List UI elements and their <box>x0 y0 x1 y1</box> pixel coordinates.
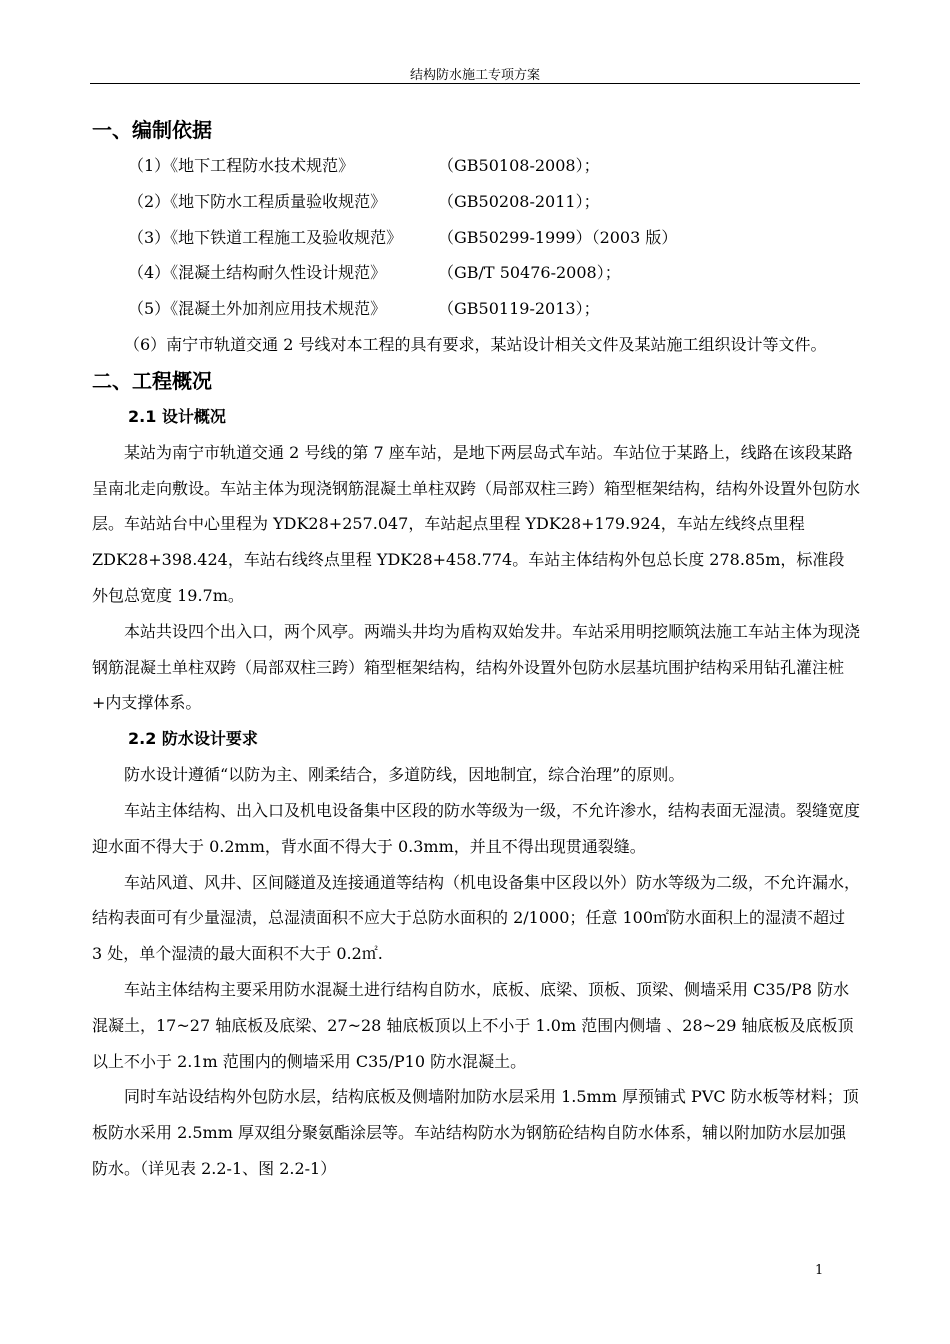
reference-item <box>92 255 860 291</box>
reference-code: （GB50108-2008）； <box>438 156 600 175</box>
paragraph: 车站风道、风井、区间隧道及连接通道等结构（机电设备集中区段以外）防水等级为二级，不允许漏水，结构表面可有少量湿渍，总湿渍面积不应大于总防水面积的 2/1000；任意 100㎡防水面积上的湿渍不超过 3 处，单个湿渍的最大面积不大于 0.2㎡. <box>92 872 861 964</box>
reference-item <box>92 220 860 256</box>
section-heading-overview: 二、工程概况 <box>92 368 212 393</box>
paragraph: 某站为南宁市轨道交通 2 号线的第 7 座车站，是地下两层岛式车站。车站位于某路上，线路在该段某路呈南北走向敷设。车站主体为现浇钢筋混凝土单柱双跨（局部双柱三跨）箱型框架结构，结构外设置外包防水层。车站站台中心里程为 YDK28+257.047，车站起点里程 YDK28+179.924，车站左线终点里程 ZDK28+398.424，车站右线终点里程 YDK28+458.774。车站主体结构外包总长度 278.85m，标准段外包总宽度 19.7m。 <box>92 442 861 605</box>
reference-code: （GB50299-1999）（2003 版） <box>438 227 678 247</box>
reference-title: （3）《地下铁道工程施工及验收规范》 <box>128 227 403 247</box>
reference-item <box>92 148 860 184</box>
reference-code: （GB/T 50476-2008）； <box>438 263 621 283</box>
reference-code: （GB50119-2013）； <box>438 299 600 319</box>
subsection-heading-design: 2.1 设计概况 <box>128 406 226 426</box>
paragraph: 车站主体结构、出入口及机电设备集中区段的防水等级为一级，不允许渗水，结构表面无湿渍。裂缝宽度迎水面不得大于 0.2mm，背水面不得大于 0.3mm，并且不得出现贯通裂缝。 <box>92 800 861 856</box>
header-divider <box>90 83 860 84</box>
reference-item-6: （6）南宁市轨道交通 2 号线对本工程的具有要求，某站设计相关文件及某站施工组织设计等文件。 <box>124 334 827 354</box>
reference-title: （4）《混凝土结构耐久性设计规范》 <box>128 263 387 283</box>
subsection-heading-waterproof: 2.2 防水设计要求 <box>128 729 258 749</box>
reference-title: （5）《混凝土外加剂应用技术规范》 <box>128 299 387 319</box>
document-body <box>92 112 860 1187</box>
reference-item <box>92 184 860 220</box>
paragraph: 本站共设四个出入口，两个风亭。两端头井均为盾构双始发井。车站采用明挖顺筑法施工车站主体为现浇钢筋混凝土单柱双跨（局部双柱三跨）箱型框架结构，结构外设置外包防水层基坑围护结构采用钻孔灌注桩+内支撑体系。 <box>92 621 861 713</box>
section-heading-basis: 一、编制依据 <box>92 118 212 142</box>
paragraph: 车站主体结构主要采用防水混凝土进行结构自防水，底板、底梁、顶板、顶梁、侧墙采用 C35/P8 防水混凝土，17~27 轴底板及底梁、27~28 轴底板顶以上不小于 1.0m 范围内侧墙 、28~29 轴底板及底板顶以上不小于 2.1m 范围内的侧墙采用 C35/P10 防水混凝土。 <box>92 979 854 1071</box>
paragraph: 防水设计遵循“以防为主、刚柔结合，多道防线，因地制宜，综合治理”的原则。 <box>124 765 685 785</box>
reference-item <box>92 291 860 327</box>
page-number: 1 <box>815 1263 824 1278</box>
reference-code: （GB50208-2011）； <box>438 191 600 211</box>
paragraph: 同时车站设结构外包防水层，结构底板及侧墙附加防水层采用 1.5mm 厚预铺式 PVC 防水板等材料；顶板防水采用 2.5mm 厚双组分聚氨酯涂层等。车站结构防水为钢筋砼结构自防水体系，辅以附加防水层加强防水。（详见表 2.2-1、图 2.2-1） <box>92 1087 859 1178</box>
page-header-title: 结构防水施工专项方案 <box>409 68 540 83</box>
reference-title: （2）《地下防水工程质量验收规范》 <box>128 191 387 211</box>
reference-title: （1）《地下工程防水技术规范》 <box>128 156 355 175</box>
